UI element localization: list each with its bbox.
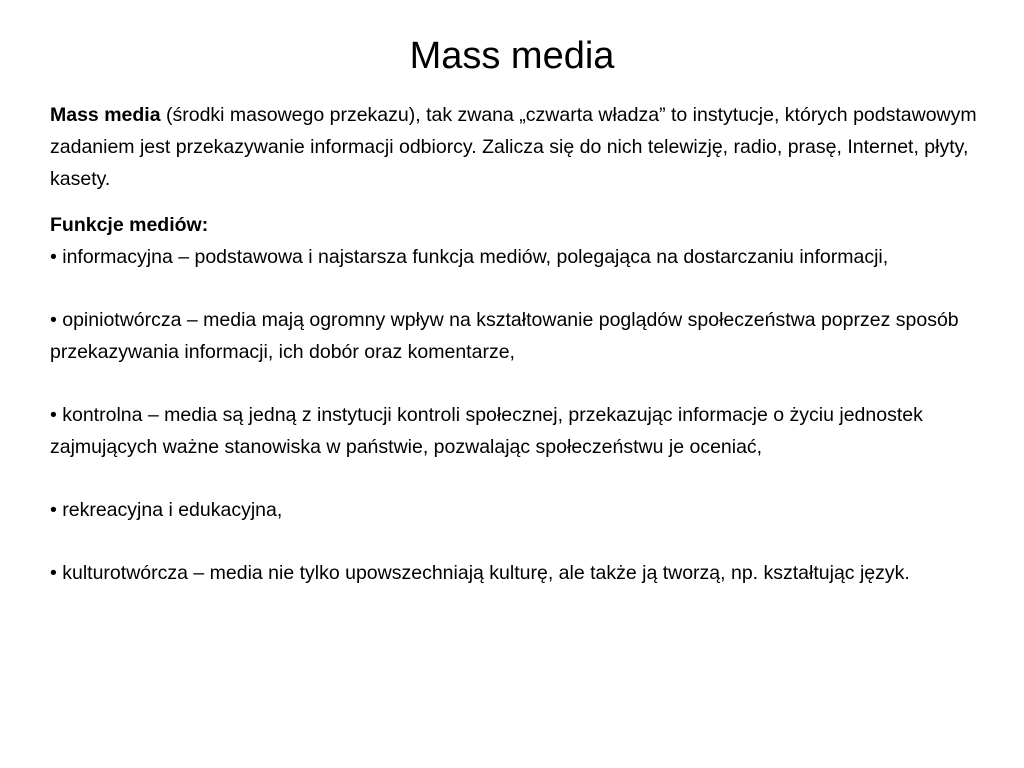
- slide-title: Mass media: [409, 35, 615, 77]
- spacer: [50, 463, 990, 494]
- spacer: [50, 273, 990, 304]
- function-item-informacyjna: • informacyjna – podstawowa i najstarsza funkcja mediów, polegająca na dostarczaniu informacji,: [50, 246, 889, 268]
- spacer: [50, 526, 990, 557]
- intro-paragraph: [50, 99, 990, 195]
- functions-heading: Funkcje mediów:: [50, 214, 209, 236]
- function-item-opiniotworcza: • opiniotwórcza – media mają ogromny wpływ na kształtowanie poglądów społeczeństwa poprzez sposób przekazywania informacji, ich dobór oraz komentarze,: [50, 309, 959, 363]
- function-item-rekreacyjna: • rekreacyjna i edukacyjna,: [50, 499, 283, 521]
- function-item-kontrolna: • kontrolna – media są jedną z instytucji kontroli społecznej, przekazując informacje o życiu jednostek zajmujących ważne stanowiska w państwie, pozwalając społeczeństwu je oceniać,: [50, 404, 923, 458]
- intro-term: Mass media: [50, 104, 161, 126]
- spacer: [50, 368, 990, 399]
- slide-content: [50, 99, 990, 589]
- intro-text: (środki masowego przekazu), tak zwana „czwarta władza” to instytucje, których podstawowym zadaniem jest przekazywanie informacji odbiorcy. Zalicza się do nich telewizję, radio, prasę, Internet, płyty, kasety.: [50, 104, 977, 190]
- spacer: [50, 195, 990, 209]
- function-item-kulturotworcza: • kulturotwórcza – media nie tylko upowszechniają kulturę, ale także ją tworzą, np. kształtując język.: [50, 562, 910, 584]
